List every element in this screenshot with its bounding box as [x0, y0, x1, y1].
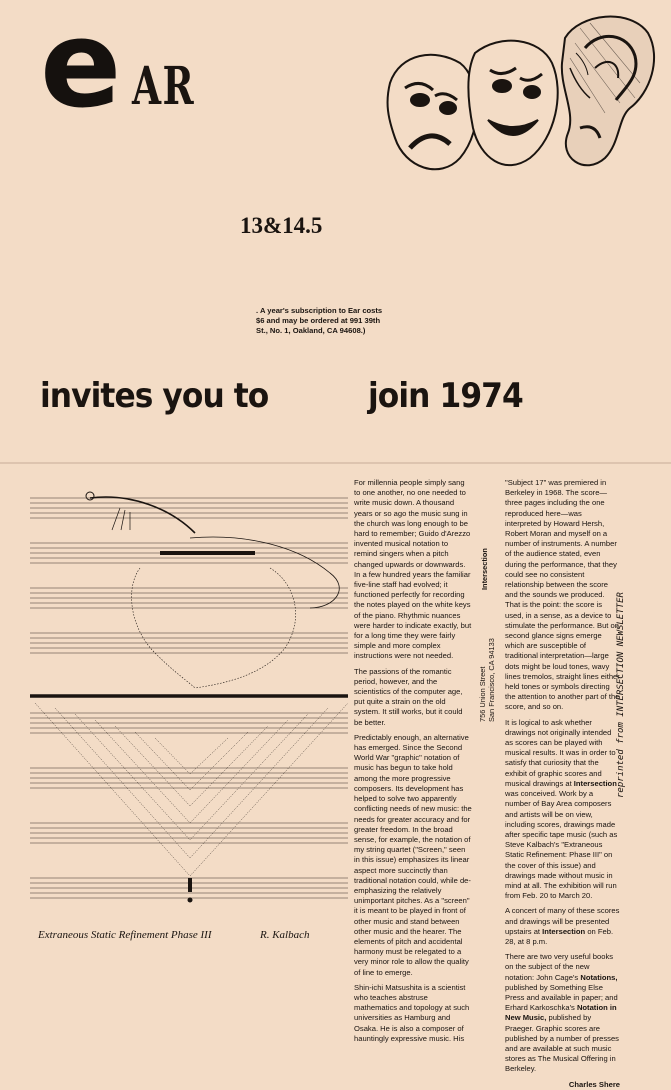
- ear-logo-ar: AR: [132, 56, 196, 117]
- col2-p4-notation-new-music: Notation in New Music,: [505, 1003, 617, 1023]
- intersection-vertical-label: Intersection: [480, 548, 489, 590]
- col2-paragraph-1: "Subject 17" was premiered in Berkeley in 1968. The score—three pages including the one reproduced here—was interpreted by Howard Hersh, Robert Moran and myself on a number of instruments. A number of the audience stated, even during the performance, that they could see no consistent relationship between the score and the sounds we produced. That is the point: the score is used, in a sense, as a device to stimulate the performance. But on second glance signs emerge which are susceptible of traditional interpretation—large dots might be loud tones, wavy lines tremolos, straight lines either held tones or symbols directing the attention to another part of the score, and so on.: [505, 478, 620, 712]
- score-signature: R. Kalbach: [260, 929, 310, 941]
- ear-logo-e: [40, 8, 135, 123]
- issue-number: 13&14.5: [240, 213, 323, 238]
- col1-paragraph-1: For millennia people simply sang to one another, no one needed to write music down. A thousand years or so ago the music sung in the church was long enough to be hard to remember; Guido d'Arezzo invented musical notation to remind singers when a pitch changed upwards or downwards. In a few hundred years the familiar five-line staff had evolved; it functioned perfectly for recording the notes played on the white keys of the piano. Rhythmic nuances were harder to indicate exactly, but for a long time they were fairly simple and more complex instructions were not needed.: [354, 478, 472, 661]
- address-line-2: San Francisco, CA 94133: [487, 638, 496, 722]
- col2-paragraph-3: [505, 906, 620, 947]
- comedy-tragedy-masks-ear-illustration: [380, 8, 660, 183]
- col2-p4-text-c: published by Something Else Press and available in paper; and Erhard Karkoschka's: [505, 982, 618, 1013]
- article-column-2: [505, 478, 620, 1090]
- logo-e-letter: e: [40, 8, 122, 123]
- col2-p4-text-a: There are two very useful books on the subject of the new notation: John Cage's: [505, 952, 614, 982]
- score-staff-lines: [30, 498, 348, 898]
- col2-p3-text-a: A concert of many of these scores and drawings will be presented upstairs at: [505, 906, 620, 936]
- headline-left: invites you to: [40, 376, 269, 416]
- headline-right: join 1974: [368, 376, 523, 416]
- col1-paragraph-2: The passions of the romantic period, however, and the scientistics of the computer age, put quite a strain on the old system. It still works, but it could be better.: [354, 666, 463, 727]
- col2-paragraph-2: [505, 718, 620, 902]
- author-signature: Charles Shere: [568, 1079, 620, 1089]
- intersection-address: [478, 638, 496, 722]
- col2-p3-text-c: on Feb. 28, at 8 p.m.: [505, 926, 614, 946]
- subscription-note: . A year's subscription to Ear costs $6 and may be ordered at 991 39th St., No. 1, Oakland, CA 94608.): [256, 306, 383, 335]
- graphic-score-illustration: [30, 478, 350, 948]
- col1-paragraph-3: Predictably enough, an alternative has emerged. Since the Second World War "graphic" notation of music has begun to take hold among the more progressive composers. Its development has helped to solve two apparently conflicting needs of new music: the needs for greater accuracy and for greater freedom. In the broad sense, for example, the notation of my string quartet ("Screen," seen in this issue) emphasizes its linear aspect more succinctly than traditional notation could, while de-emphasizing the relatively unimportant pitches. As a "screen" it is meant to be played in front of other music and stand between other music and the hearer. The elements of pitch and accidental harmony must be relegated to a very minor role to allow the quality of line to emerge.: [354, 732, 472, 977]
- col2-p3-intersection: Intersection: [542, 926, 586, 936]
- col1-paragraph-4: Shin-ichi Matsushita is a scientist who teaches abstruse mathematics and topology at such universities as Hamburg and Osaka. He is also a composer of hauntingly expressive music. His: [354, 982, 470, 1043]
- col2-p2-intersection: Intersection: [573, 778, 617, 788]
- score-caption: Extraneous Static Refinement Phase III: [38, 929, 212, 941]
- article-column-1: [354, 478, 472, 1049]
- page-fold: [0, 462, 671, 464]
- col2-p4-notations: Notations,: [580, 972, 618, 982]
- col2-p2-text-a: It is logical to ask whether drawings not originally intended as scores can be played with musical results. It was in order to satisfy that curiosity that the exhibit of graphic scores and musical drawings at: [505, 717, 616, 788]
- address-line-1: 756 Union Street: [478, 666, 487, 722]
- col2-p4-text-e: published by Praeger. Graphic scores are published by a number of presses and are available at such music stores as The Musical Offering in Berkeley.: [505, 1013, 619, 1074]
- reprinted-note: reprinted from INTERSECTION NEWSLETTER: [616, 592, 626, 798]
- col2-p2-text-c: was conceived. Work by a number of Bay Area composers and artists will be on view, including scores, drawings made after specific tape music (such as Steve Kalbach's "Extraneous Static Refinement: Phase III" on the cover of this issue) and drawings made without music in mind at all. The exhibition will run from Feb. 20 to March 20.: [505, 789, 618, 901]
- col2-paragraph-4: [505, 952, 620, 1074]
